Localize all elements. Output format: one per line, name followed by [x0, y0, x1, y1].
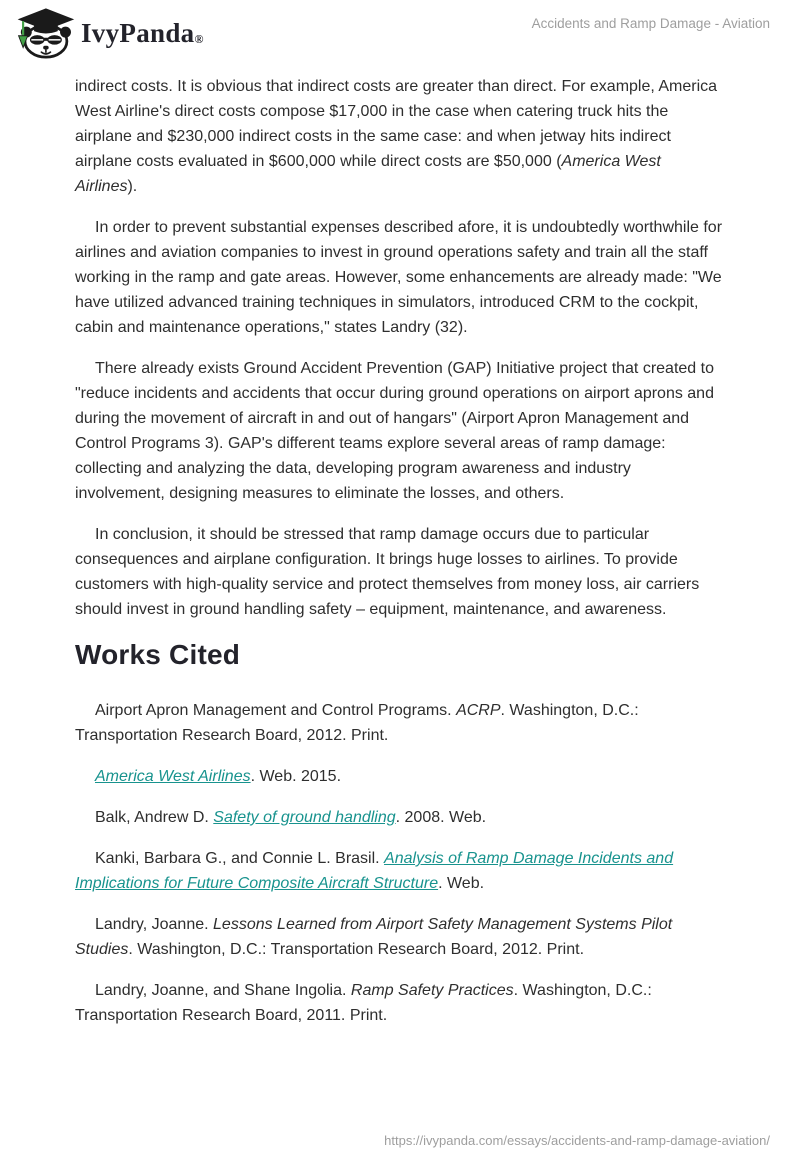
- essay-content: [0, 74, 800, 1028]
- text-segment: In conclusion, it should be stressed that ramp damage occurs due to particular consequences and airplane configuration. It brings huge losses to airlines. To provide customers with high-quality service and protect themselves from money loss, air carriers should invest in ground handling safety – equipment, maintenance, and awareness.: [75, 526, 700, 618]
- page-header: [0, 0, 800, 58]
- text-segment: Landry, Joanne, and Shane Ingolia.: [95, 982, 351, 999]
- text-segment: indirect costs. It is obvious that indirect costs are greater than direct. For example, America West Airline's direct costs compose $17,000 in the case when catering truck hits the airplane and $230,000 indirect costs in the same case: and when jetway hits indirect airplane costs evaluated in $600,000 while direct costs are $50,000 (: [75, 78, 718, 170]
- citation-entry: [75, 698, 725, 748]
- logo-wordmark: [81, 7, 204, 59]
- italic-text: Lessons Learned from Airport Safety Management Systems Pilot Studies: [75, 916, 673, 958]
- essay-paragraph: [75, 356, 725, 506]
- ivypanda-logo: [14, 7, 204, 59]
- registered-mark: ®: [194, 32, 204, 46]
- citation-entry: [75, 805, 725, 830]
- essay-paragraph: [75, 522, 725, 622]
- source-url: https://ivypanda.com/essays/accidents-and-ramp-damage-aviation/: [384, 1133, 770, 1148]
- citation-entry: [75, 978, 725, 1028]
- text-segment: . Washington, D.C.: Transportation Research Board, 2011. Print.: [75, 982, 652, 1024]
- document-title: Accidents and Ramp Damage - Aviation: [531, 16, 770, 31]
- text-segment: . Washington, D.C.: Transportation Research Board, 2012. Print.: [75, 702, 639, 744]
- italic-text: ACRP: [456, 702, 501, 719]
- citation-entry: [75, 912, 725, 962]
- text-segment: Airport Apron Management and Control Programs.: [95, 702, 457, 719]
- text-segment: . 2008. Web.: [395, 809, 487, 826]
- panda-graduation-cap-icon: [14, 7, 76, 59]
- citation-entry: [75, 846, 725, 896]
- text-segment: Balk, Andrew D.: [95, 809, 214, 826]
- citation-link[interactable]: Safety of ground handling: [213, 809, 396, 826]
- text-segment: . Washington, D.C.: Transportation Research Board, 2012. Print.: [128, 941, 585, 958]
- citation-link[interactable]: Analysis of Ramp Damage Incidents and Implications for Future Composite Aircraft Structure: [75, 850, 674, 892]
- text-segment: Kanki, Barbara G., and Connie L. Brasil.: [95, 850, 385, 867]
- essay-paragraph: [75, 215, 725, 340]
- essay-paragraphs: [75, 74, 725, 622]
- citation-entry: [75, 764, 725, 789]
- logo-name: IvyPanda: [81, 18, 195, 48]
- works-cited-heading: Works Cited: [75, 639, 241, 670]
- italic-text: Ramp Safety Practices: [350, 982, 514, 999]
- essay-paragraph: [75, 74, 725, 199]
- text-segment: Landry, Joanne.: [95, 916, 214, 933]
- text-segment: ).: [127, 178, 138, 195]
- page-footer: [384, 1133, 770, 1148]
- citation-link[interactable]: America West Airlines: [95, 768, 251, 785]
- text-segment: . Web.: [438, 875, 485, 892]
- text-segment: . Web. 2015.: [250, 768, 342, 785]
- italic-text: America West Airlines: [75, 153, 661, 195]
- text-segment: There already exists Ground Accident Prevention (GAP) Initiative project that created to "reduce incidents and accidents that occur during ground operations on airport aprons and during the movement of aircraft in and out of hangars" (Airport Apron Management and Control Programs 3). GAP's different teams explore several areas of ramp damage: collecting and analyzing the data, developing program awareness and industry involvement, designing measures to eliminate the losses, and others.: [75, 360, 714, 502]
- text-segment: In order to prevent substantial expenses described afore, it is undoubtedly worthwhile for airlines and aviation companies to invest in ground operations safety and train all the staff working in the ramp and gate areas. However, some enhancements are already made: "We have utilized advanced training techniques in simulators, introduced CRM to the cockpit, cabin and maintenance operations," states Landry (32).: [75, 219, 723, 336]
- citations-list: [75, 698, 725, 1028]
